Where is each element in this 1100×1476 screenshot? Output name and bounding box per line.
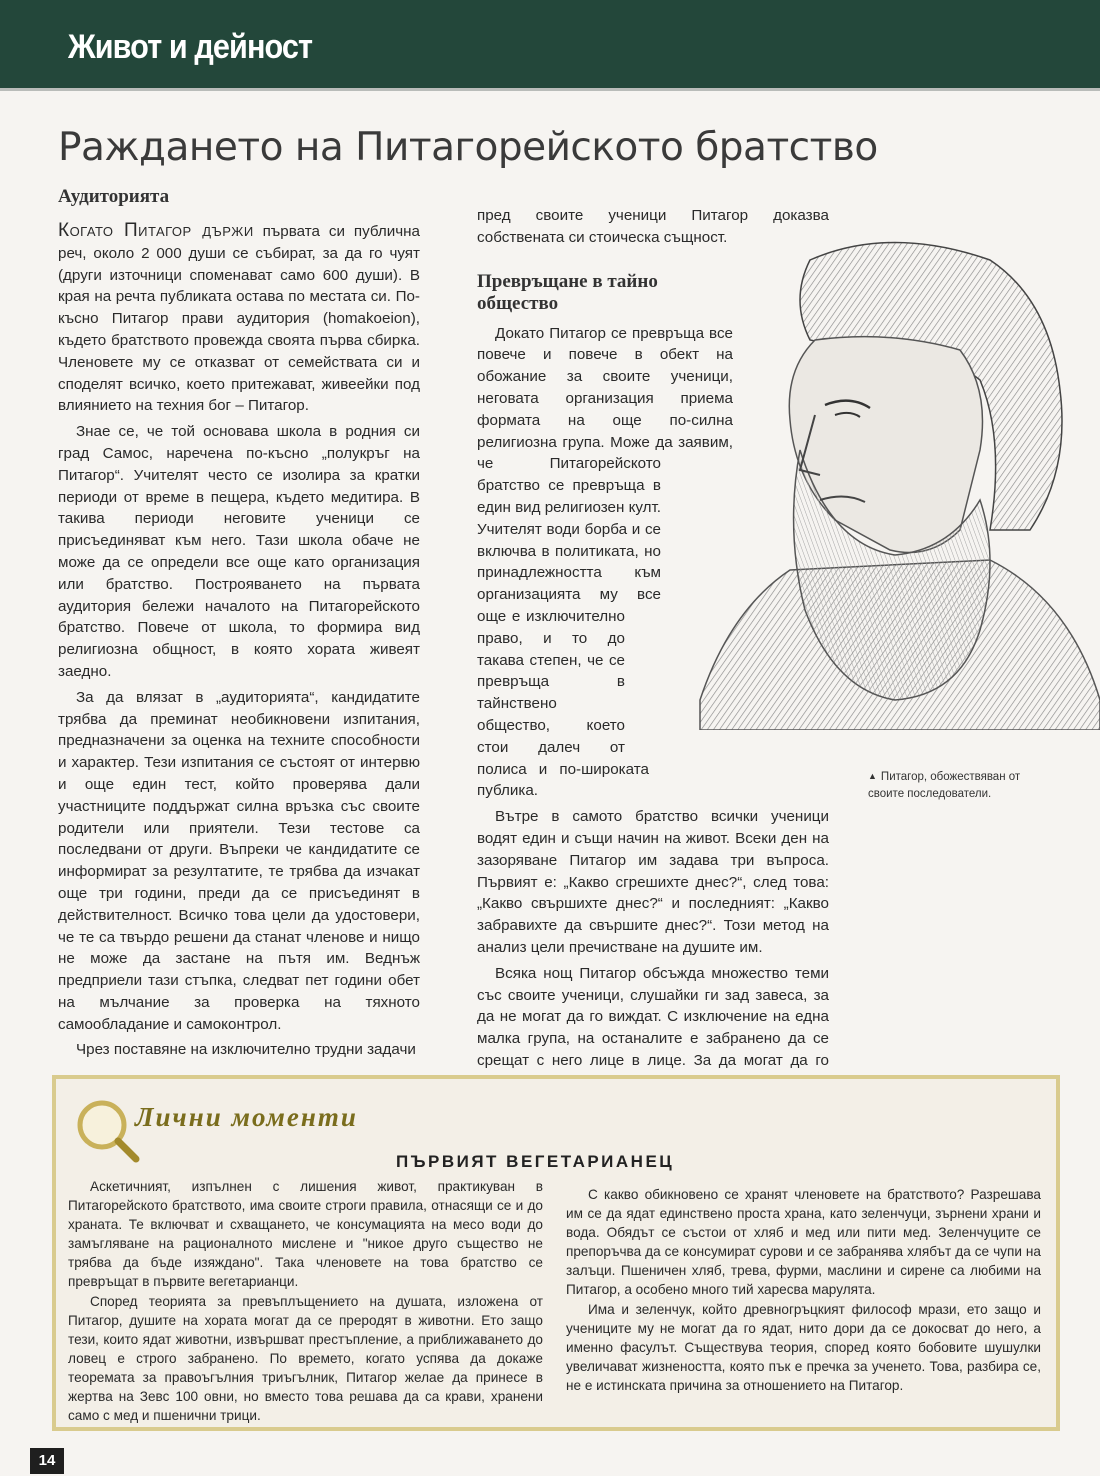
paragraph: С какво обикновено се хранят членовете на братството? Разрешава им се да ядат единствено проста храна, като зеленчуци, зърнени храни и вода. Обядът се състои от хляб и мед или пити мед. Зеленчуците се препоръчва да се консумират сурови и се забранява хлябът да се чупи на залъци. Пшеничен хляб, трева, фурми, маслини и сирене са любими на Питагор, а особено много тий харесва марулята.	[566, 1187, 1041, 1297]
paragraph: Според теорията за превъплъщението на душата, изложена от Питагор, душите на хората могат да се преродят в животни. Ето защо тези, които ядат животни, извършват престъпление, а приближаването до ловец е строго забранено. По времето, когато успява да докаже теоремата за правоъгълния триъгълник, Питагор желае да принесе в жертва на Зевс 100 овни, но вместо това решава да са крави, хранени само с мед и пшенични трици.	[68, 1294, 543, 1423]
pythagoras-portrait-image	[660, 230, 1100, 730]
subheading-auditorium: Аудиторията	[58, 186, 170, 207]
header-divider	[0, 88, 1100, 91]
paragraph: Чрез поставяне на изключително трудни задачи	[76, 1041, 416, 1059]
column-left	[58, 220, 420, 1065]
caption-text: Питагор, обожествяван от своите последователи.	[868, 771, 1021, 800]
paragraph: Има и зеленчук, който древногръцкият философ мрази, ето защо и учениците му не могат да го ядат, нито дори да се докосват до него, а именно фасулът. Съществува теория, според която бобовите шушулки увеличават жизнеността, която пък е пречка за ученето. Това, разбира се, не е истинската причина за отношението на Питагор.	[566, 1302, 1041, 1393]
page-number: 14	[30, 1448, 64, 1474]
paragraph: Аскетичният, изпълнен с лишения живот, практикуван в Питагорейското братството, има своите строги правила, отнасящи се и до храната. Те включват и схващането, че консумацията на месо води до замъгляване на рационалното мислене и "никое друго същество не трябва да бъде изяждано". Така членовете на това братство се превръщат в първите вегетарианци.	[68, 1179, 543, 1289]
paragraph-text: първата си публична реч, около 2 000 души се събират, за да го чуят (други източници споменават само 600 души). В края на речта публиката остава по местата си. По-късно Питагор прави аудитория (homakoeion), където братството провежда своята първа сбирка. Членовете му се отказват от семействата си и споделят всичко, което притежават, живеейки под влиянието на техния бог – Питагор.	[58, 223, 420, 415]
paragraph: Знае се, че той основава школа в родния си град Самос, наречена по-късно „полукръг на Питагор“. Учителят често се изолира за кратки периоди от време в пещера, където медитира. В такива периоди неговите ученици се присъединяват към него. Тази школа обаче не може да се определи все още като организация или братство. Построяването на първата аудитория бележи началото на Питагорейското братство. Повече от школа, то формира вид религиозна общност, в която хората живеят заедно.	[58, 423, 420, 680]
box-column-right	[566, 1185, 1041, 1396]
image-caption	[868, 768, 1048, 803]
section-title: Живот и дейност	[68, 28, 313, 66]
page-title: Раждането на Питагорейското братство	[58, 125, 878, 170]
box-label: Лични моменти	[135, 1102, 358, 1132]
subheading-secret-society: Превръщане в тайно общество	[477, 270, 658, 314]
paragraph: Докато Питагор се превръща все повече и повече в обект на обожание за своите ученици, неговата организация приема формата на още по-силна религиозна група. Може да заявим, че Питагорейското братство се превръща в един вид религиозен култ. Учителят води борба и се включва в политиката, но принадлежността към организацията му все още е изключително право, и то до такава степен, че се превръща в тайнствено общество, което стои далеч от полиса и по-широката публика.	[477, 324, 733, 800]
paragraph: пред своите ученици Питагор доказва собствената си стоическа същност.	[477, 207, 829, 246]
magnifying-glass-icon	[72, 1095, 142, 1165]
caption-triangle-icon: ▲	[868, 771, 877, 781]
paragraph: Всяка нощ Питагор обсъжда множество теми със своите ученици, слушайки ги зад завеса, за да не могат да го виждат. С изключение на една малка група, на останалите е забранено да се срещат с него лице в лице. За да могат да го	[477, 964, 829, 1069]
paragraph	[58, 220, 420, 417]
paragraph: Вътре в самото братство всички ученици водят един и същи начин на живот. Всеки ден на зазоряване Питагор им задава три въпроса. Първият е: „Какво сгрешихте днес?“, след това: „Какво свършихте днес?“ и последният: „Какво забравихте да свършите днес?“. Този метод на анализ цели пречистване на душите им.	[477, 808, 829, 956]
text-wrap-spacer	[649, 751, 829, 795]
box-column-left	[68, 1177, 543, 1426]
drop-cap-lead: Когато Питагор държи	[58, 220, 254, 241]
box-title: ПЪРВИЯТ ВЕГЕТАРИАНЕЦ	[396, 1152, 675, 1171]
paragraph: За да влязат в „аудиторията“, кандидатите трябва да преминат необикновени изпитания, предназначени за оценка на техните способности и характер. Тези изпитания се състоят от интервю и още един тест, който проверява дали участниците поддържат силна връзка със своите родители или приятели. Тези тестове са последвани от други. Въпреки че кандидатите се информират за резултатите, те трябва да изчакат още три години, преди да се присъединят в действителност. Всичко това цели да удостовери, че те са твърдо решени да станат членове и нищо не може да застане на пътя им. Веднъж предприели тази стъпка, следват пет години обет на мълчание за проверка на тяхното самообладание и самоконтрол.	[58, 688, 420, 1033]
